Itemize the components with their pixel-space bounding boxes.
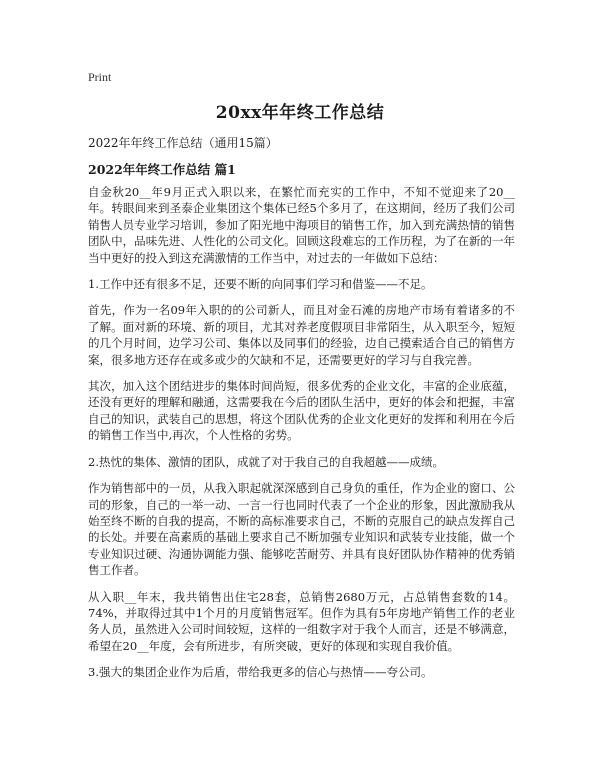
paragraph-intro: 自金秋20__年9月正式入职以来，在繁忙而充实的工作中，不知不觉迎来了20__年。转眼间来到圣泰企业集团这个集体已经5个多月了，在这期间，经历了我们公司销售人员专业学习培训，参加了阳光地中海项目的销售工作，加入到充满热情的销售团队中，品味先进、人性化的公司文化。回顾这段难忘的工作历程，为了在新的一年当中更好的投入到这充满激情的工作当中，对过去的一年做如下总结： bbox=[88, 185, 515, 265]
paragraph-point-2: 2.热忱的集体、激情的团队，成就了对于我自己的自我超越——成绩。 bbox=[88, 454, 444, 469]
paragraph-second: 其次，加入这个团结进步的集体时间尚短，很多优秀的企业文化，丰富的企业底蕴，还没有更好的理解和融通，这需要我在今后的团队生活中，更好的体会和把握，丰富自己的知识，武装自己的思想，将这个团队优秀的企业文化更好的发挥和利用在今后的销售工作当中,再次，个人性格的劣势。 bbox=[88, 379, 515, 443]
document-body bbox=[88, 184, 515, 691]
paragraph-results: 从入职__年末，我共销售出住宅28套，总销售2680万元，占总销售套数的14。74%，并取得过其中1个月的月度销售冠军。但作为具有5年房地产销售工作的老业务人员，虽然进入公司时间较短，这样的一组数字对于我个人而言，还是不够满意，希望在20__年度，会有所进步，有所突破，更好的体现和实现自我价值。 bbox=[88, 589, 515, 653]
paragraph-point-1: 1.工作中还有很多不足，还要不断的向同事们学习和借鉴——不足。 bbox=[88, 277, 433, 292]
document-title: 20xx年年终工作总结 bbox=[215, 103, 385, 123]
paragraph-first: 首先，作为一名09年入职的的公司新人，而且对金石滩的房地产市场有着诸多的不了解。面对新的环境、新的项目，尤其对养老度假项目非常陌生，从入职至今，短短的几个月时间，边学习公司、集体以及同事们的经验，边自己摸索适合自己的销售方案，很多地方还存在或多或少的欠缺和不足，还需要更好的学习与自我完善。 bbox=[88, 303, 515, 367]
paragraph-role: 作为销售部中的一员，从我入职起就深深感到自己身负的重任，作为企业的窗口、公司的形象，自己的一举一动、一言一行也同时代表了一个企业的形象，因此激励我从始至终不断的自我的提高，不断的高标准要求自己，不断的克服自己的缺点发挥自己的长处。并要在高素质的基础上要求自己不断加强专业知识和武装专业技能，做一个专业知识过硬、沟通协调能力强、能够吃苦耐劳、并具有良好团队协作精神的优秀销售工作者。 bbox=[88, 481, 515, 578]
document-subtitle: 2022年年终工作总结（通用15篇） bbox=[88, 136, 278, 150]
print-label: Print bbox=[88, 70, 112, 84]
section-heading: 2022年年终工作总结 篇1 bbox=[88, 162, 236, 177]
paragraph-point-3: 3.强大的集团企业作为后盾，带给我更多的信心与热情——夸公司。 bbox=[88, 665, 433, 680]
